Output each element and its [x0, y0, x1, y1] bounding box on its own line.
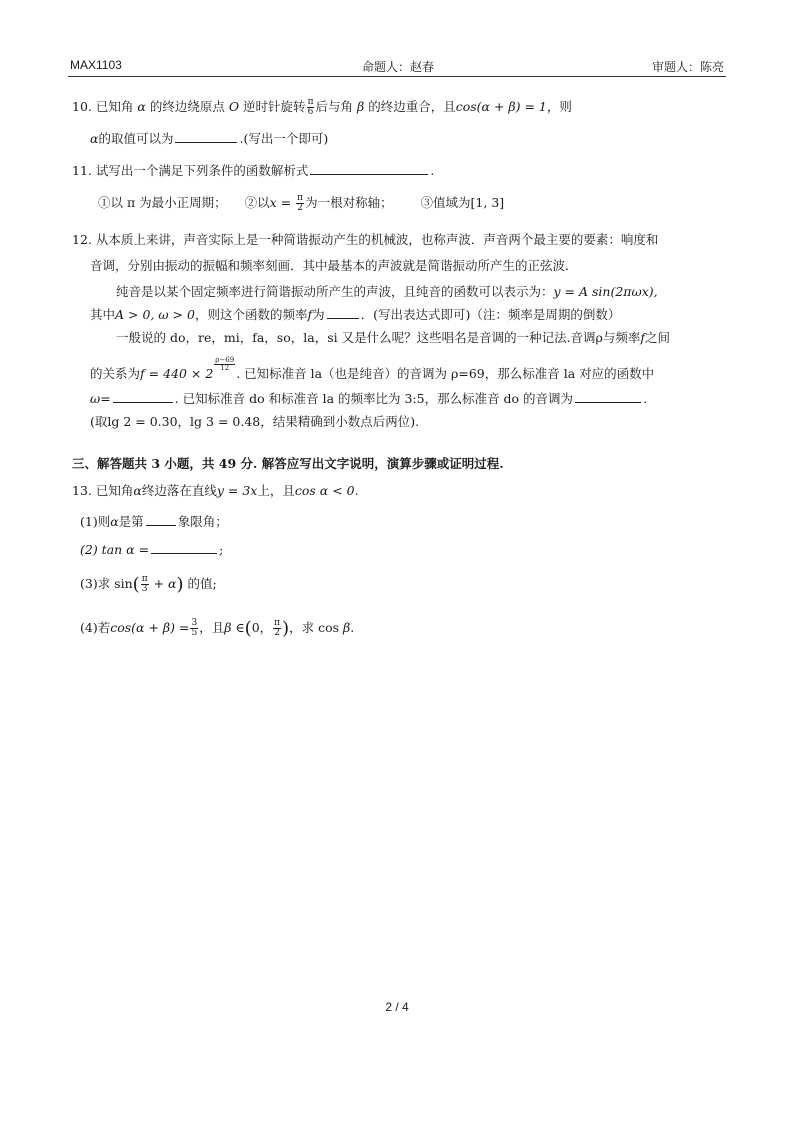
question-13-part-2: (2) tan α = ; [80, 542, 224, 557]
header-divider [68, 76, 726, 77]
question-12-line-3: 纯音是以某个固定频率进行简谐振动所产生的声波，且纯音的函数可以表示为：y = A sin(2πωx), [116, 284, 658, 299]
fraction-pi-over-3: $\frac{\pi}{3}$ [141, 574, 148, 594]
question-12-line-6: 的关系为f = 440 × 2 $\frac{\rho-69}{12}$ . 已知标准音 la（也是纯音）的音调为 ρ=69，那么标准音 la 对应的函数中 [90, 356, 655, 381]
page-number: 2 / 4 [385, 1000, 409, 1014]
question-10-number: 10. [72, 99, 92, 114]
fraction-3-over-5: $\frac{3}{5}$ [191, 618, 198, 638]
question-13-number: 13. [72, 483, 92, 498]
condition-3: ③值域为[1, 3] [420, 195, 505, 210]
fraction-pi-over-2: $\frac{\pi}{2}$ [274, 618, 281, 638]
question-13-part-1: (1)则α是第 象限角； [80, 514, 228, 529]
answer-blank[interactable] [310, 162, 428, 175]
question-11-number: 11. [72, 163, 92, 178]
question-13-part-3: (3)求 sin( $\frac{\pi}{3}$ + α) 的值; [80, 574, 217, 595]
question-13-part-4: (4)若cos(α + β) = $\frac{3}{5}$ ，且β ∈(0， $\frac{\pi}{2}$ )，求 cos β. [80, 618, 355, 639]
page-header [70, 58, 724, 76]
question-10-line-1: 10. 已知角 α 的终边绕原点 O 逆时针旋转 $\frac{\pi}{6}$ 后与角 β 的终边重合，且cos(α + β) = 1，则 [72, 97, 572, 117]
question-12-line-2: 音调，分别由振动的振幅和频率刻画．其中最基本的声波就是简谐振动所产生的正弦波． [90, 258, 578, 273]
question-10-line-2: α的取值可以为 .(写出一个即可) [90, 131, 329, 146]
condition-1: ①以 π 为最小正周期； [98, 195, 227, 210]
condition-2: 为一根对称轴； [305, 195, 393, 210]
answer-blank[interactable] [175, 130, 237, 143]
answer-blank[interactable] [151, 541, 217, 554]
exponent-fraction: $\frac{\rho-69}{12}$ [215, 356, 235, 372]
pure-tone-function: y = A sin(2πωx), [553, 284, 658, 299]
question-11-conditions: ①以 π 为最小正周期； ②以x = $\frac{\pi}{2}$ 为一根对称轴； ③值域为[1, 3] [98, 193, 505, 213]
section-3-title: 三、解答题共 3 小题，共 49 分. 解答应写出文字说明，演算步骤或证明过程. [72, 456, 504, 471]
question-12-number: 12. [72, 232, 92, 247]
author-label: 命题人：赵春 [362, 60, 435, 74]
question-11-line-1: 11. 试写出一个满足下列条件的函数解析式 . [72, 163, 435, 178]
fraction-pi-over-2: $\frac{\pi}{2}$ [297, 193, 304, 213]
answer-blank[interactable] [327, 306, 359, 319]
question-12-line-4: 其中A > 0, ω > 0，则这个函数的频率f为 ．(写出表达式即可)（注：频率是周期的倒数） [90, 307, 621, 322]
answer-blank[interactable] [113, 390, 173, 403]
question-12-line-5: 一般说的 do，re，mi，fa，so，la，si 又是什么呢？这些唱名是音调的一种记法.音调ρ与频率f之间 [116, 330, 671, 345]
question-12-line-8: (取lg 2 = 0.30，lg 3 = 0.48，结果精确到小数点后两位). [90, 414, 420, 429]
cos-sum-condition: cos(α + β) = 1 [455, 99, 547, 114]
answer-blank[interactable] [146, 513, 176, 526]
frequency-formula: f = 440 × 2 [140, 366, 214, 381]
fraction-pi-over-6: $\frac{\pi}{6}$ [307, 97, 314, 117]
question-12-line-7: ω= . 已知标准音 do 和标准音 la 的频率比为 3:5，那么标准音 do 的音调为 . [90, 391, 648, 406]
question-13-stem: 13. 已知角α终边落在直线y = 3x上，且cos α < 0. [72, 483, 359, 498]
reviewer-label: 审题人：陈亮 [651, 60, 724, 74]
question-12-line-1: 12. 从本质上来讲，声音实际上是一种简谐振动产生的机械波，也称声波．声音两个最主要的要素：响度和 [72, 232, 659, 247]
answer-blank[interactable] [575, 390, 641, 403]
exam-code: MAX1103 [70, 58, 122, 72]
